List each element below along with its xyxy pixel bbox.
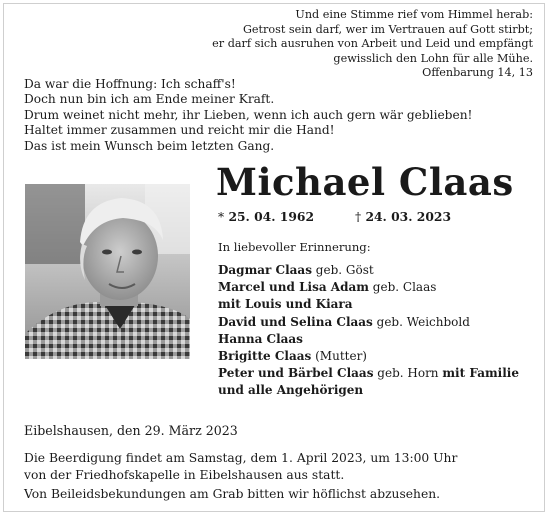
mourner-row bbox=[218, 365, 538, 382]
birth-symbol: * bbox=[218, 210, 225, 224]
bible-verse bbox=[212, 8, 533, 81]
poem-line: Haltet immer zusammen und reicht mir die Hand! bbox=[24, 123, 335, 138]
mourner-name: Dagmar Claas bbox=[218, 263, 312, 277]
mourner-row bbox=[218, 382, 538, 399]
deceased-name: Michael Claas bbox=[216, 160, 514, 204]
mourner-name: Marcel und Lisa Adam bbox=[218, 280, 369, 295]
funeral-line: von der Friedhofskapelle in Eibelshausen aus statt. bbox=[24, 467, 345, 482]
memory-intro: In liebevoller Erinnerung: bbox=[218, 240, 371, 254]
mourner-row bbox=[218, 331, 538, 348]
condolence-note: Von Beileidsbekundungen am Grab bitten wir höflichst abzusehen. bbox=[24, 487, 441, 501]
poem-line: Drum weinet nicht mehr, ihr Lieben, wenn ich auch gern wär geblieben! bbox=[24, 107, 473, 122]
mourner-row bbox=[218, 296, 538, 313]
verse-line: Getrost sein darf, wer im Vertrauen auf Gott stirbt; bbox=[242, 22, 533, 36]
mourner-name: und alle Angehörigen bbox=[218, 383, 364, 398]
verse-line: gewisslich den Lohn für alle Mühe. bbox=[333, 51, 533, 65]
mourner-list bbox=[218, 262, 538, 400]
poem-line: Doch nun bin ich am Ende meiner Kraft. bbox=[24, 92, 275, 107]
verse-line: er darf sich ausruhen von Arbeit und Leid und empfängt bbox=[212, 37, 533, 51]
verse-line: Und eine Stimme rief vom Himmel herab: bbox=[295, 8, 533, 21]
death-date-value: 24. 03. 2023 bbox=[365, 209, 452, 224]
mourner-note: geb. Claas bbox=[372, 280, 437, 295]
mourner-row bbox=[218, 279, 538, 296]
portrait-photo bbox=[25, 184, 190, 359]
place-date: Eibelshausen, den 29. März 2023 bbox=[24, 423, 238, 438]
mourner-note: geb. Weichbold bbox=[376, 314, 470, 329]
death-date bbox=[355, 209, 451, 224]
mourner-name: mit Louis und Kiara bbox=[218, 297, 353, 312]
birth-date-value: 25. 04. 1962 bbox=[228, 209, 315, 224]
poem-line: Da war die Hoffnung: Ich schaff's! bbox=[24, 77, 236, 91]
mourner-name: Peter und Bärbel Claas bbox=[218, 366, 374, 381]
death-symbol: † bbox=[355, 210, 362, 224]
funeral-line: Die Beerdigung findet am Samstag, dem 1. April 2023, um 13:00 Uhr bbox=[24, 451, 458, 465]
mourner-name: Hanna Claas bbox=[218, 331, 303, 346]
birth-date bbox=[218, 209, 314, 224]
mourner-row bbox=[218, 348, 538, 365]
poem bbox=[24, 77, 472, 154]
mourner-row bbox=[218, 314, 538, 331]
poem-line: Das ist mein Wunsch beim letzten Gang. bbox=[24, 138, 275, 153]
mourner-name: David und Selina Claas bbox=[218, 314, 373, 329]
mourner-note: (Mutter) bbox=[315, 349, 367, 364]
funeral-info bbox=[24, 450, 457, 483]
mourner-name: Brigitte Claas bbox=[218, 349, 312, 364]
mourner-row bbox=[218, 262, 538, 279]
mourner-suffix: mit Familie bbox=[442, 366, 519, 381]
mourner-note: geb. Göst bbox=[315, 263, 374, 277]
verse-reference: Offenbarung 14, 13 bbox=[422, 66, 533, 80]
mourner-note: geb. Horn bbox=[377, 366, 439, 381]
